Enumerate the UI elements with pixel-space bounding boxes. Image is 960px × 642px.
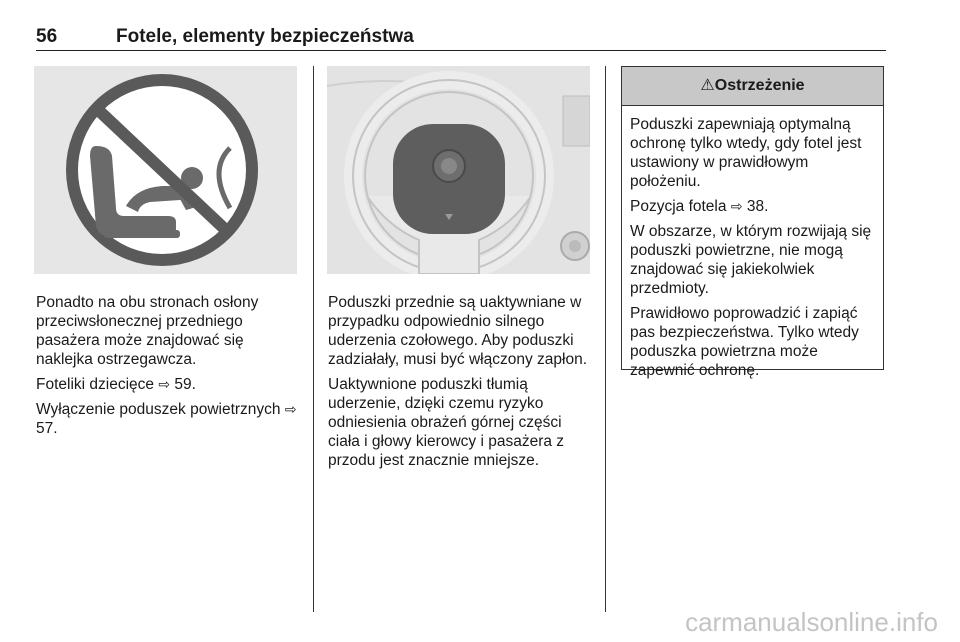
column-1-text bbox=[36, 293, 302, 444]
warning-icon: ⚠ bbox=[700, 77, 715, 94]
warning-body bbox=[622, 106, 883, 380]
page-reference: 59. bbox=[174, 376, 196, 393]
paragraph: W obszarze, w którym rozwijają się poduszki powietrzne, nie mogą znajdować się jakiekolwiek przedmioty. bbox=[630, 223, 872, 297]
header-rule bbox=[36, 50, 886, 51]
paragraph: Poduszki przednie są uaktywniane w przypadku odpowiednio silnego uderzenia czołowego. Aby poduszki zadziałały, musi być włączony zapłon. bbox=[328, 294, 588, 368]
paragraph: Poduszki zapewniają optymalną ochronę tylko wtedy, gdy fotel jest ustawiony w prawidłowym położeniu. bbox=[630, 116, 862, 190]
paragraph: Pozycja fotela ⇨ 38. bbox=[630, 198, 769, 215]
column-divider-2 bbox=[605, 66, 606, 612]
paragraph: Uaktywnione poduszki tłumią uderzenie, dzięki czemu ryzyko odniesienia obrażeń górnej części ciała i głowy kierowcy i pasażera z przodu jest znacznie mniejsze. bbox=[328, 376, 565, 469]
page-reference-icon: ⇨ bbox=[158, 376, 171, 392]
steering-wheel-icon bbox=[327, 66, 590, 274]
warning-box bbox=[621, 66, 884, 379]
page-reference-icon: ⇨ bbox=[730, 198, 743, 214]
column-2-text bbox=[328, 293, 596, 476]
paragraph: Prawidłowo poprowadzić i zapiąć pas bezpieczeństwa. Tylko wtedy poduszka powietrzna może zapewnić ochronę. bbox=[630, 305, 859, 379]
watermark: carmanualsonline.info bbox=[685, 607, 938, 637]
page-title: Fotele, elementy bezpieczeństwa bbox=[116, 26, 414, 47]
prohibition-sign-icon bbox=[34, 66, 297, 274]
paragraph: Ponadto na obu stronach osłony przeciwsłonecznej przedniego pasażera może znajdować się naklejka ostrzegawcza. bbox=[36, 294, 259, 368]
paragraph: Wyłączenie poduszek powietrznych ⇨ 57. bbox=[36, 401, 297, 437]
column-divider-1 bbox=[313, 66, 314, 612]
warning-header bbox=[622, 67, 883, 106]
paragraph: Foteliki dziecięce ⇨ 59. bbox=[36, 376, 196, 393]
warning-title: Ostrzeżenie bbox=[714, 77, 805, 94]
page-header bbox=[36, 26, 886, 52]
figure-child-seat-prohibition bbox=[34, 66, 297, 274]
page-reference: 57. bbox=[36, 420, 58, 437]
page-reference: 38. bbox=[746, 198, 769, 215]
figure-steering-wheel-airbag bbox=[327, 66, 590, 274]
page-number: 56 bbox=[36, 26, 58, 47]
page-reference-icon: ⇨ bbox=[284, 401, 297, 417]
